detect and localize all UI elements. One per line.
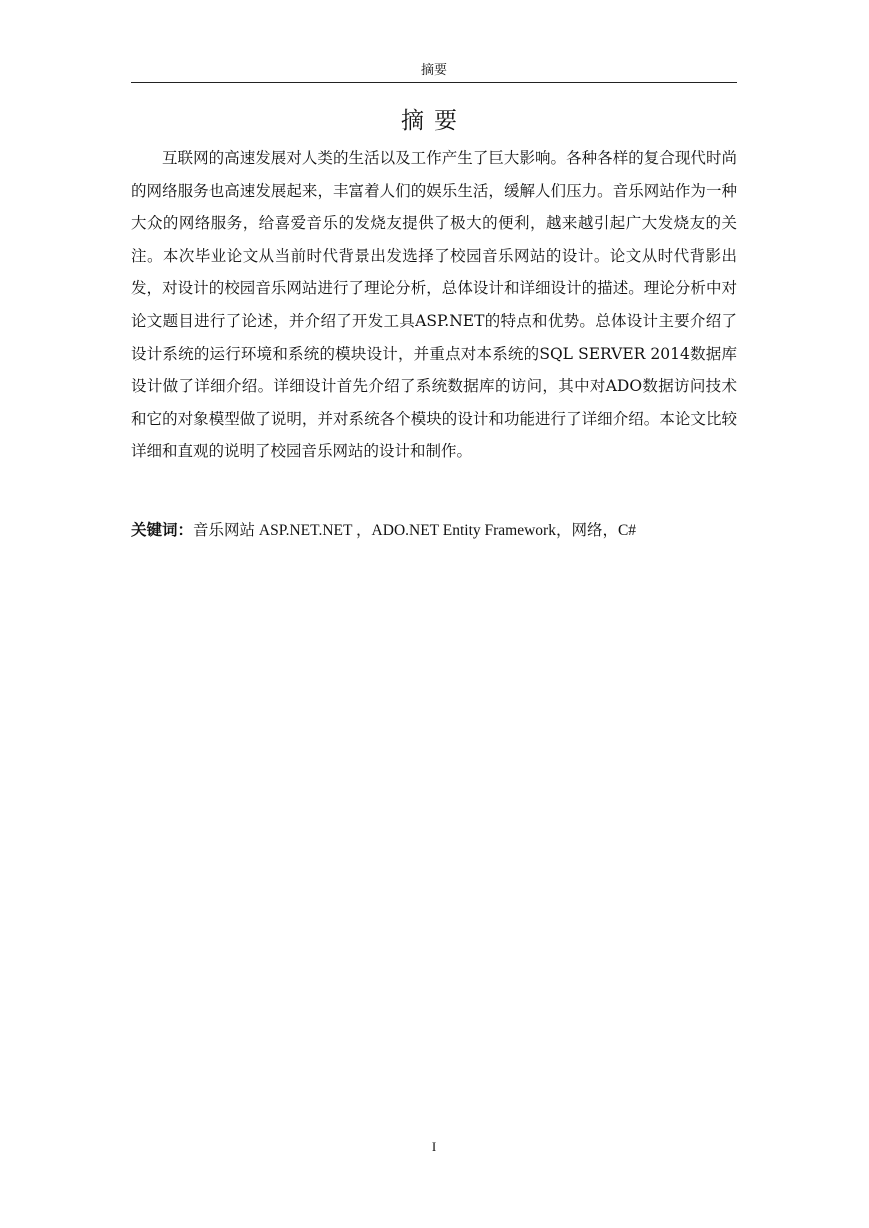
header-divider	[131, 82, 737, 83]
keywords-line	[131, 517, 737, 544]
page-title: 摘要	[401, 108, 467, 134]
running-header: 摘要	[420, 63, 447, 78]
keywords-label: 关键词：	[131, 521, 194, 539]
keywords-value: 音乐网站 ASP.NET.NET ，ADO.NET Entity Framework，网络，C#	[193, 522, 637, 539]
abstract-paragraph: 互联网的高速发展对人类的生活以及工作产生了巨大影响。各种各样的复合现代时尚的网络服务也高速发展起来，丰富着人们的娱乐生活，缓解人们压力。音乐网站作为一种大众的网络服务，给喜爱音乐的发烧友提供了极大的便利，越来越引起广大发烧友的关注。本次毕业论文从当前时代背景出发选择了校园音乐网站的设计。论文从时代背影出发，对设计的校园音乐网站进行了理论分析，总体设计和详细设计的描述。理论分析中对论文题目进行了论述，并介绍了开发工具ASP.NET的特点和优势。总体设计主要介绍了设计系统的运行环境和系统的模块设计，并重点对本系统的SQL SERVER 2014数据库设计做了详细介绍。详细设计首先介绍了系统数据库的访问，其中对ADO数据访问技术和它的对象模型做了说明，并对系统各个模块的设计和功能进行了详细介绍。本论文比较详细和直观的说明了校园音乐网站的设计和制作。	[131, 149, 737, 461]
page-number: I	[431, 1139, 437, 1154]
